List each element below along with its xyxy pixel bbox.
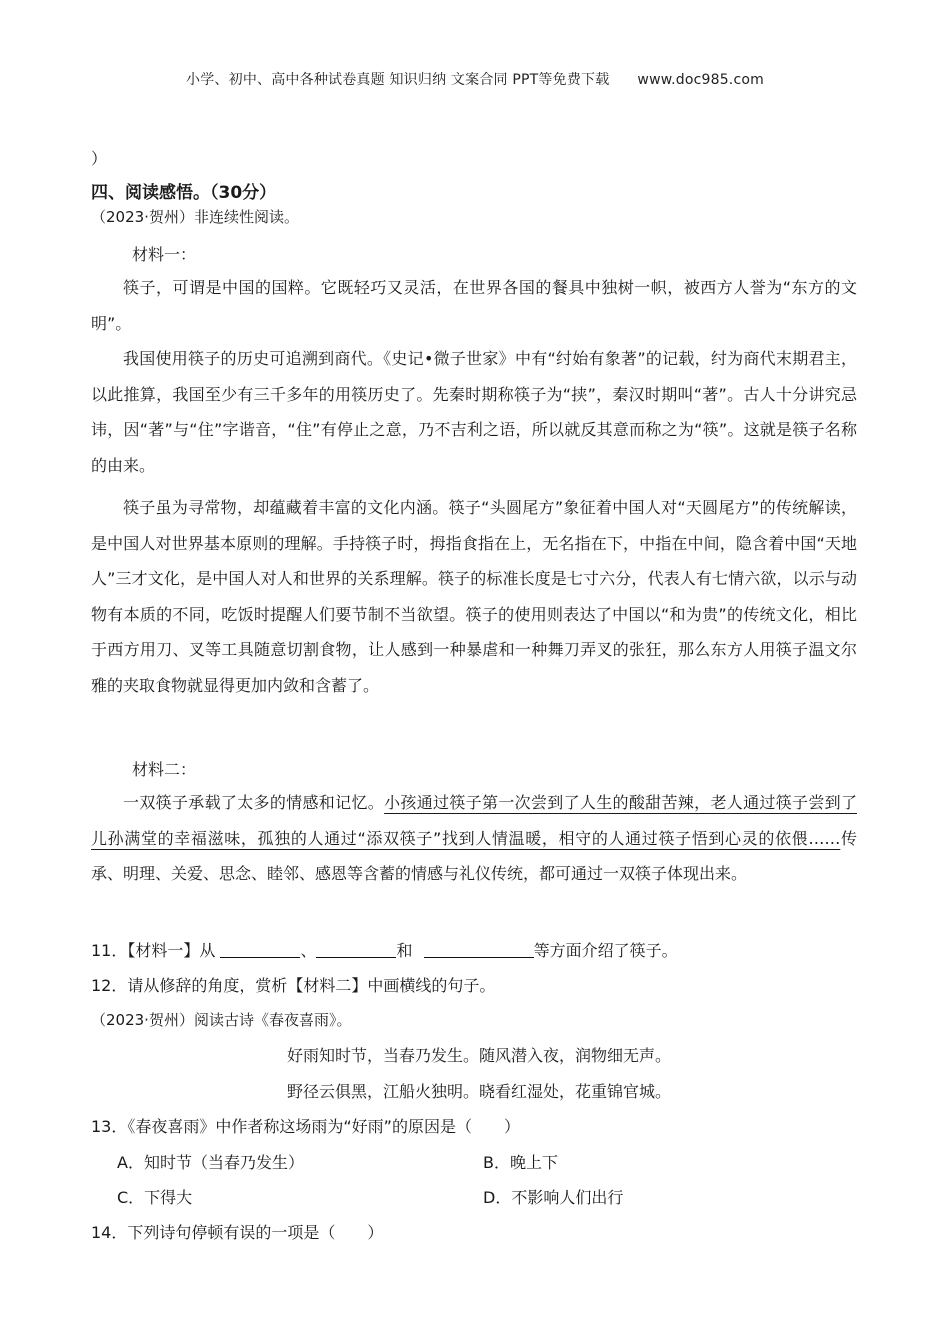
q11-blank-2[interactable]	[316, 943, 396, 958]
question-11	[91, 938, 678, 961]
q11-sep-1: 、	[300, 941, 317, 960]
q13-option-d[interactable]: D．不影响人们出行	[483, 1188, 624, 1207]
q13-option-a[interactable]: A．知时节（当春乃发生）	[117, 1153, 304, 1172]
poem-line-1: 好雨知时节，当春乃发生。随风潜入夜，润物细无声。	[287, 1046, 672, 1065]
q11-blank-1[interactable]	[220, 943, 300, 958]
poem-line-2: 野径云俱黑，江船火独明。晓看红湿处，花重锦官城。	[287, 1082, 672, 1101]
q13-option-b[interactable]: B．晚上下	[483, 1153, 558, 1172]
section-title: 四、阅读感悟。（30分）	[91, 183, 277, 203]
q11-sep-2: 和	[396, 941, 413, 960]
reading2-source: （2023·贺州）阅读古诗《春夜喜雨》。	[91, 1011, 352, 1029]
question-14-stem: 14．下列诗句停顿有误的一项是（ ）	[91, 1223, 384, 1242]
closing-paren: ）	[91, 149, 108, 168]
material1-paragraph-3: 筷子虽为寻常物，却蕴藏着丰富的文化内涵。筷子“头圆尾方”象征着中国人对“天圆尾方”的传统解读，是中国人对世界基本原则的理解。手持筷子时，拇指食指在上，无名指在下，中指在中间，隐含着中国“天地人”三才文化，是中国人对人和世界的关系理解。筷子的标准长度是七寸六分，代表人有七情六欲，以示与动物有本质的不同，吃饭时提醒人们要节制不当欲望。筷子的使用则表达了中国以“和为贵”的传统文化，相比于西方用刀、叉等工具随意切割食物，让人感到一种暴虐和一种舞刀弄叉的张狂，那么东方人用筷子温文尔雅的夹取食物就显得更加内敛和含蓄了。	[91, 498, 857, 695]
header-url[interactable]: www.doc985.com	[637, 72, 764, 88]
reading1-source: （2023·贺州）非连续性阅读。	[91, 208, 299, 226]
material2-lead: 一双筷子承载了太多的情感和记忆。	[123, 793, 385, 812]
header-text: 小学、初中、高中各种试卷真题 知识归纳 文案合同 PPT等免费下载	[186, 72, 610, 88]
material2-title: 材料二：	[132, 760, 197, 779]
q13-option-c[interactable]: C．下得大	[117, 1188, 193, 1207]
question-13-stem: 13．《春夜喜雨》中作者称这场雨为“好雨”的原因是（ ）	[91, 1117, 520, 1136]
material1-paragraph-1: 筷子，可谓是中国的国粹。它既轻巧又灵活，在世界各国的餐具中独树一帜，被西方人誉为“东方的文明”。	[91, 278, 857, 333]
question-12: 12．请从修辞的角度，赏析【材料二】中画横线的句子。	[91, 976, 496, 995]
page-header	[0, 69, 950, 89]
material2-underlined-sentence: 小孩通过筷子第一次尝到了人生的酸甜苦辣，老人通过筷子尝到了儿孙满堂的幸福滋味，孤独的人通过“添双筷子”找到人情温暖，相守的人通过筷子悟到心灵的依偎……	[91, 793, 857, 848]
material2-tail: 传承、明理、关爱、思念、睦邻、感恩等含蓄的情感与礼仪传统，都可通过一双筷子体现出来。	[91, 828, 857, 883]
q11-blank-3[interactable]	[424, 943, 534, 958]
q11-tail: 等方面介绍了筷子。	[533, 941, 678, 960]
material1-paragraph-2: 我国使用筷子的历史可追溯到商代。《史记•微子世家》中有“纣始有象著”的记载，纣为商代末期君主，以此推算，我国至少有三千多年的用筷历史了。先秦时期称筷子为“挟”，秦汉时期叫“著”。古人十分讲究忌讳，因“著”与“住”字谐音，“住”有停止之意，乃不吉利之语，所以就反其意而称之为“筷”。这就是筷子名称的由来。	[91, 349, 857, 475]
material1-title: 材料一：	[132, 245, 197, 264]
q11-stem: 11．【材料一】从	[91, 941, 216, 960]
material2-paragraph	[91, 785, 857, 892]
